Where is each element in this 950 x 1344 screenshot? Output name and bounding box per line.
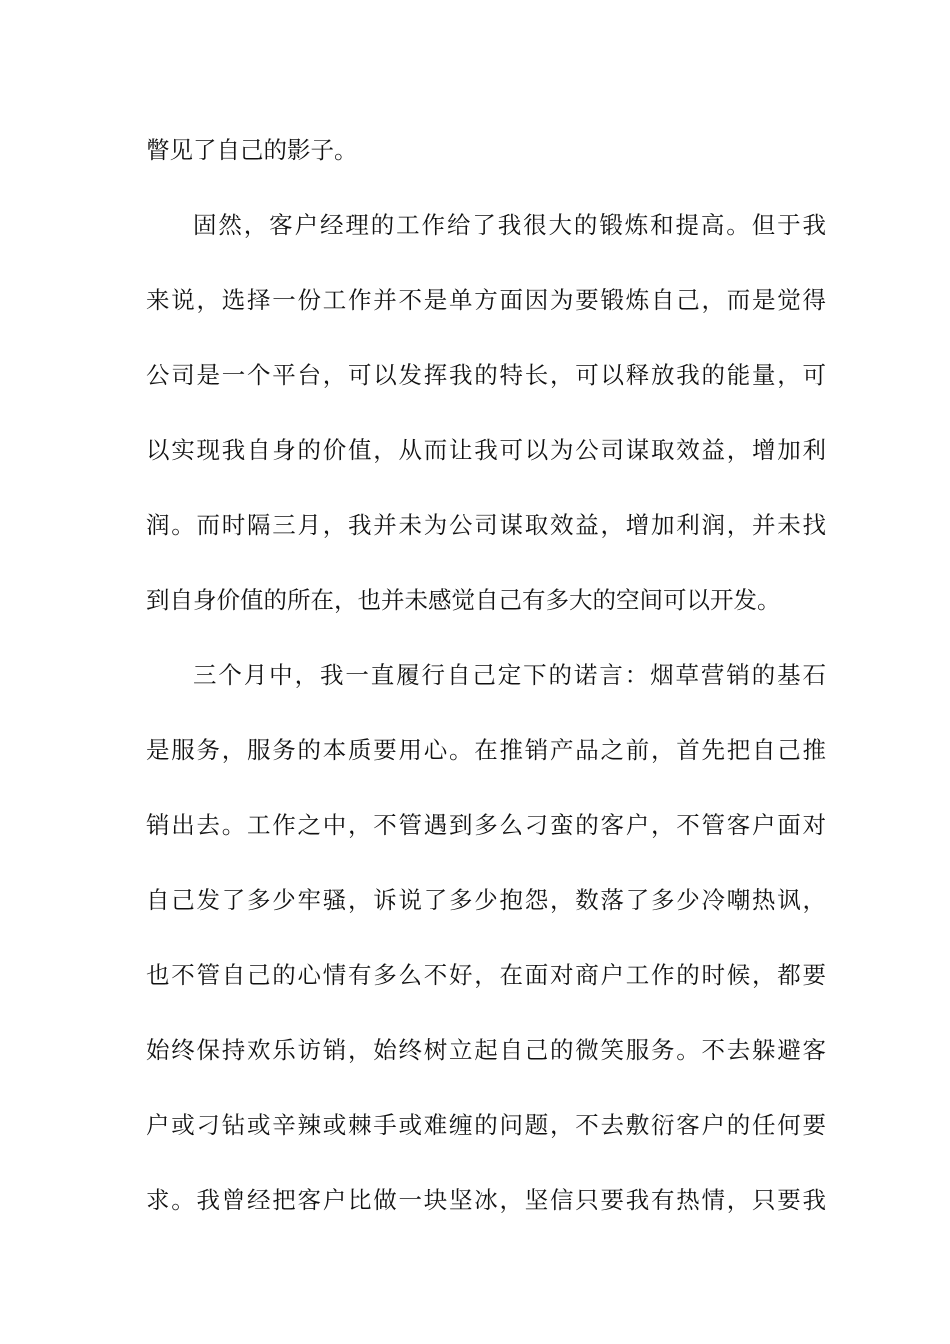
text-line: 以实现我自身的价值，从而让我可以为公司谋取效益，增加利 [146, 436, 826, 464]
text-line: 自己发了多少牢骚，诉说了多少抱怨，数落了多少冷嘲热讽， [146, 886, 826, 914]
text-line: 户或刁钻或辛辣或棘手或难缠的问题，不去敷衍客户的任何要 [146, 1111, 826, 1139]
text-line: 来说，选择一份工作并不是单方面因为要锻炼自己，而是觉得 [146, 286, 826, 314]
text-line: 始终保持欢乐访销，始终树立起自己的微笑服务。不去躲避客 [146, 1036, 826, 1064]
text-line: 到自身价值的所在，也并未感觉自己有多大的空间可以开发。 [146, 586, 781, 614]
text-line: 固然，客户经理的工作给了我很大的锻炼和提高。但于我 [193, 211, 826, 239]
text-line: 求。我曾经把客户比做一块坚冰，坚信只要我有热情，只要我 [146, 1186, 826, 1214]
text-line: 公司是一个平台，可以发挥我的特长，可以释放我的能量，可 [146, 361, 826, 389]
text-line: 三个月中，我一直履行自己定下的诺言：烟草营销的基石 [193, 661, 826, 689]
text-line: 瞥见了自己的影子。 [146, 136, 358, 164]
text-line: 润。而时隔三月，我并未为公司谋取效益，增加利润，并未找 [146, 511, 826, 539]
text-line: 也不管自己的心情有多么不好，在面对商户工作的时候，都要 [146, 961, 826, 989]
text-line: 销出去。工作之中，不管遇到多么刁蛮的客户，不管客户面对 [146, 811, 826, 839]
text-line: 是服务，服务的本质要用心。在推销产品之前，首先把自己推 [146, 736, 826, 764]
